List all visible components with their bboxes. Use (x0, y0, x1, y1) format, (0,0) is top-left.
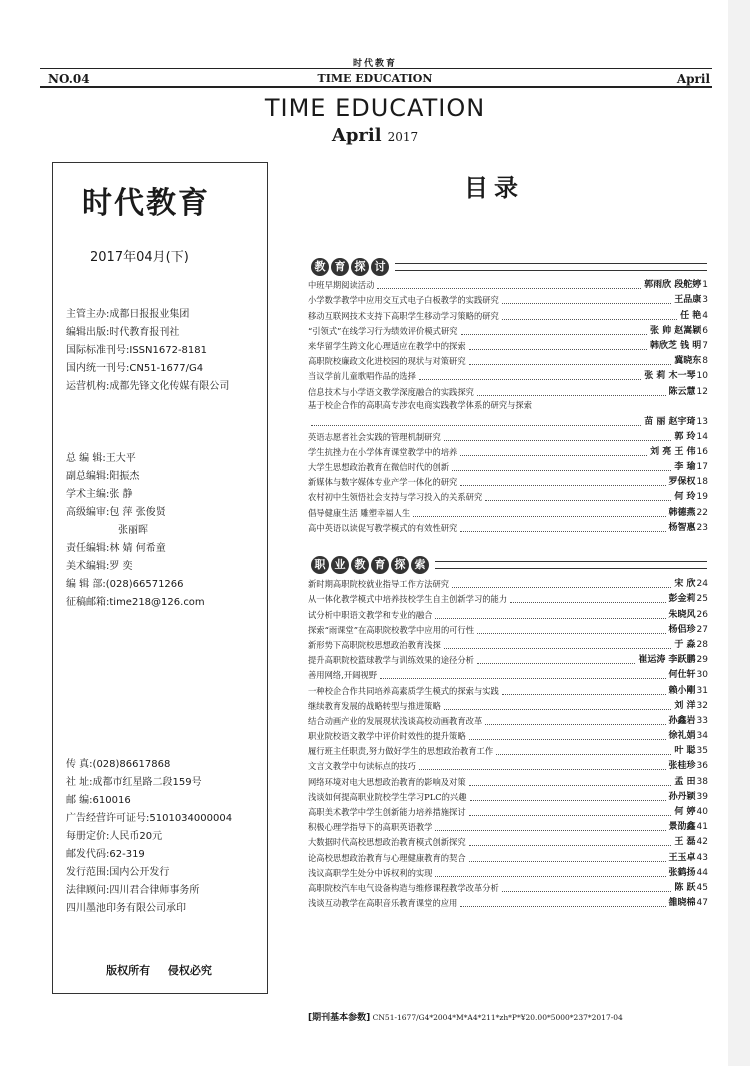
toc-entry[interactable] (308, 459, 708, 474)
toc-leader-dots (377, 288, 641, 289)
toc-entry-author: 何 婷 (674, 807, 696, 817)
toc-entry[interactable] (308, 667, 708, 682)
toc-leader-dots (485, 500, 671, 501)
toc-entry-title: 学生抗挫力在小学体育课堂教学中的培养 (308, 446, 458, 457)
section-tab-char: 探 (391, 556, 409, 574)
masthead-rule-bottom (40, 86, 712, 88)
toc-entry[interactable] (308, 444, 708, 459)
toc-entry-title: 论高校思想政治教育与心理健康教育的契合 (308, 852, 466, 863)
section-tab-char: 讨 (371, 258, 389, 276)
masthead-small-title: 时代教育 (352, 59, 397, 69)
toc-entry[interactable] (308, 834, 708, 849)
toc-entry[interactable] (308, 895, 708, 910)
toc-entry-line2 (308, 414, 708, 429)
toc-entry[interactable] (308, 849, 708, 864)
toc-entry-page: 26 (696, 609, 708, 620)
info-line: 学术主编:张 静 (66, 489, 133, 500)
toc-leader-dots (502, 891, 672, 892)
toc-leader-dots (452, 587, 671, 588)
masthead-month: April (676, 72, 710, 86)
toc-entry-author: 孙鑫岩 (668, 715, 696, 726)
toc-leader-dots (435, 618, 665, 619)
toc-entry[interactable] (308, 576, 708, 591)
toc-leader-dots (435, 876, 665, 877)
toc-leader-dots (460, 485, 665, 486)
info-line: 张丽晖 (118, 525, 148, 536)
toc-entry-author: 孟 田 (674, 776, 696, 787)
toc-entry-author: 朱晓风 (668, 609, 696, 620)
publisher-info (66, 306, 266, 396)
toc-entry-title: 当议学前儿童歌唱作品的选择 (308, 371, 416, 382)
section-rule (395, 263, 707, 271)
toc-entry-title: 积极心理学指导下的高职英语教学 (308, 822, 433, 833)
toc-entry-title: 新形势下高职院校思想政治教育浅探 (308, 639, 441, 650)
toc-entry[interactable] (308, 698, 708, 713)
info-line: 每册定价:人民币20元 (66, 831, 163, 842)
toc-entry-title: 基于校企合作的高职高专涉农电商实践教学体系的研究与探索 (308, 399, 533, 410)
toc-entry-author: 刘 洋 (674, 700, 696, 711)
toc-entry-page: 33 (696, 715, 708, 726)
section-tab-char: 教 (351, 556, 369, 574)
toc-entry-title: 职业院校语文教学中评价时效性的提升策略 (308, 731, 466, 742)
toc-entry[interactable] (308, 307, 708, 322)
params-label: [期刊基本参数] (308, 1013, 371, 1023)
toc-entry-author: 叶 聪 (674, 746, 696, 757)
toc-entry[interactable] (308, 338, 708, 353)
toc-entry-author: 张桂珍 (668, 761, 696, 772)
toc-entry-page: 23 (696, 522, 708, 533)
toc-entry[interactable] (308, 368, 708, 383)
toc-entry-page: 13 (696, 416, 708, 427)
info-line: 广告经营许可证号:5101034000004 (66, 813, 233, 824)
toc-entry-author: 陈 跃 (674, 882, 696, 893)
toc-leader-dots (452, 470, 671, 471)
contact-info (66, 756, 266, 918)
toc-entry-author: 李 瑜 (674, 462, 696, 473)
toc-leader-dots (477, 663, 635, 664)
toc-leader-dots (469, 364, 672, 365)
toc-entry-author: 韩欣芝 钱 明 (649, 340, 702, 351)
toc-entry-title: 高中英语以读促写教学模式的有效性研究 (308, 522, 458, 533)
section-header-vocational (311, 556, 707, 574)
toc-entry-page: 35 (696, 746, 708, 757)
section-tab-char: 索 (411, 556, 429, 574)
toc-entry[interactable] (308, 728, 708, 743)
toc-entry-title: 提升高职院校篮球教学与训练效果的途径分析 (308, 655, 474, 666)
toc-entry[interactable] (308, 520, 708, 535)
toc-entry-page: 12 (696, 386, 708, 397)
toc-entry[interactable] (308, 292, 708, 307)
info-line: 运营机构:成都先锋文化传媒有限公司 (66, 381, 230, 392)
banner-year: 2017 (387, 130, 419, 144)
toc-entry-page: 44 (696, 867, 708, 878)
toc-entry[interactable] (308, 652, 708, 667)
toc-leader-dots (444, 440, 672, 441)
toc-entry-title: 一种校企合作共同培养高素质学生模式的探索与实践 (308, 685, 499, 696)
toc-entry-page: 16 (696, 446, 708, 457)
toc-entry-page: 17 (696, 462, 708, 473)
section-tab-char: 职 (311, 556, 329, 574)
toc-entry[interactable] (308, 819, 708, 834)
toc-entry-page: 36 (696, 761, 708, 772)
toc-leader-dots (510, 602, 665, 603)
info-line: 编 辑 部:(028)66571266 (66, 579, 184, 590)
toc-entry-title: 来华留学生跨文化心理适应在教学中的探索 (308, 340, 466, 351)
toc-entry-author: 何 玲 (674, 492, 696, 503)
toc-entry[interactable] (308, 606, 708, 621)
toc-entry-title: 浅谈互动教学在高职音乐教育课堂的应用 (308, 898, 458, 909)
banner-issue (0, 125, 750, 146)
masthead-rule-top (40, 68, 712, 69)
toc-leader-dots (460, 455, 647, 456)
toc-entry[interactable] (308, 804, 708, 819)
toc-entry-page: 4 (702, 310, 708, 321)
toc-leader-dots (460, 531, 665, 532)
toc-entry-title: 高职院校汽车电气设备构造与维修课程教学改革分析 (308, 882, 499, 893)
decorative-edge (728, 0, 750, 1066)
toc-entry-page: 41 (696, 822, 708, 833)
toc-entry-title: 履行班主任职责,努力做好学生的思想政治教育工作 (308, 746, 494, 757)
section-tab-char: 探 (351, 258, 369, 276)
toc-leader-dots (435, 830, 665, 831)
toc-entry-title: 结合动画产业的发展现状浅谈高校动画教育改革 (308, 715, 483, 726)
toc-entry[interactable] (308, 353, 708, 368)
toc-entry-author: 崔运涛 李跃鹏 (638, 655, 696, 666)
toc-entry-title: 中班早期阅读活动 (308, 280, 375, 291)
toc-entry-page: 30 (696, 670, 708, 681)
toc-entry-author: 赖小剛 (668, 685, 696, 696)
toc-leader-dots (460, 906, 665, 907)
toc-entry-title: 善用网络,开阔视野 (308, 670, 378, 681)
toc-leader-dots (496, 754, 671, 755)
params-value: CN51-1677/G4*2004*M*A4*211*zh*P*¥20.00*5000*237*2017-04 (372, 1013, 623, 1022)
toc-entry-author: 徐礼娟 (668, 731, 696, 742)
toc-entry-title: “引领式”在线学习行为绩效评价模式研究 (308, 325, 458, 336)
toc-entry[interactable] (308, 773, 708, 788)
toc-entry-title: 探索“雨课堂”在高职院校教学中应用的可行性 (308, 624, 475, 635)
toc-entry[interactable] (308, 489, 708, 504)
toc-entry-title: 文言文教学中句读标点的技巧 (308, 761, 416, 772)
toc-entry-author: 何仕轩 (668, 670, 696, 681)
toc-section-education (308, 277, 708, 535)
toc-entry-title: 小学数学教学中应用交互式电子白板教学的实践研究 (308, 295, 499, 306)
toc-entry-author: 冀晓东 (674, 356, 702, 367)
toc-entry-page: 40 (696, 807, 708, 817)
toc-leader-dots (413, 516, 665, 517)
toc-entry-page: 6 (702, 325, 708, 336)
toc-entry-title: 大学生思想政治教育在微信时代的创新 (308, 462, 450, 473)
toc-leader-dots (470, 800, 666, 801)
toc-entry-author: 景劭鑫 (668, 822, 696, 833)
info-line: 发行范围:国内公开发行 (66, 867, 170, 878)
toc-entry-author: 王 磊 (674, 837, 696, 848)
toc-entry-author: 王玉卓 (668, 852, 696, 863)
toc-entry-author: 宋 欣 (674, 579, 696, 590)
toc-entry-author: 任 艳 (680, 310, 702, 321)
toc-leader-dots (502, 319, 677, 320)
toc-leader-dots (477, 395, 666, 396)
toc-entry[interactable] (308, 383, 708, 398)
toc-entry[interactable] (308, 591, 708, 606)
info-line: 邮 编:610016 (66, 795, 131, 806)
info-line: 高级编审:包 萍 张俊贤 (66, 507, 166, 518)
toc-entry-author: 雒晓棉 (668, 898, 696, 909)
toc-entry-author: 韩德燕 (668, 507, 696, 518)
info-line: 编辑出版:时代教育报刊社 (66, 327, 180, 338)
toc-entry-author: 郭 玲 (674, 431, 696, 442)
info-line: 美术编辑:罗 奕 (66, 561, 133, 572)
toc-entry-title: 新媒体与数字媒体专业产学一体化的研究 (308, 477, 458, 488)
toc-leader-dots (477, 633, 665, 634)
toc-entry-author: 陈云慧 (668, 386, 696, 397)
issue-date: 2017年04月(下) (90, 250, 189, 265)
toc-entry-author: 张 莉 木一琴 (644, 371, 696, 382)
toc-leader-dots (419, 769, 666, 770)
toc-entry-author: 于 淼 (674, 639, 696, 650)
toc-entry-author: 郭雨欣 段舵婷 (644, 280, 702, 291)
info-line: 总 编 辑:王大平 (66, 453, 136, 464)
toc-entry[interactable] (308, 637, 708, 652)
toc-entry[interactable] (308, 758, 708, 773)
toc-entry[interactable] (308, 323, 708, 338)
info-line: 四川墨池印务有限公司承印 (66, 903, 186, 914)
toc-entry-title: 倡导健康生活 雕塑幸福人生 (308, 507, 411, 518)
toc-entry-title: 高职美术教学中学生创新能力培养措施探讨 (308, 807, 466, 817)
toc-entry-title: 移动互联网技术支持下高职学生移动学习策略的研究 (308, 310, 499, 321)
toc-entry[interactable] (308, 789, 708, 804)
toc-entry-page: 7 (702, 340, 708, 351)
toc-entry-page: 27 (696, 624, 708, 635)
toc-entry-page: 18 (696, 477, 708, 488)
section-header-education (311, 258, 707, 276)
toc-leader-dots (469, 861, 666, 862)
journal-params (308, 1010, 718, 1023)
toc-entry-author: 彭金莉 (668, 594, 696, 605)
section-rule (435, 561, 707, 569)
toc-entry[interactable] (308, 429, 708, 444)
toc-entry[interactable] (308, 743, 708, 758)
toc-entry-title: 从一体化教学模式中培养技校学生自主创新学习的能力 (308, 594, 508, 605)
toc-leader-dots (444, 648, 672, 649)
toc-entry-page: 31 (696, 685, 708, 696)
toc-leader-dots (444, 709, 672, 710)
toc-entry-author: 杨侣珍 (668, 624, 696, 635)
toc-leader-dots (502, 694, 666, 695)
toc-entry-title: 网络环境对电大思想政治教育的影响及对策 (308, 776, 466, 787)
toc-leader-dots (502, 303, 671, 304)
toc-entry-page: 24 (696, 579, 708, 590)
toc-entry-page: 34 (696, 731, 708, 742)
info-line: 主管主办:成都日报报业集团 (66, 309, 190, 320)
toc-entry-title: 信息技术与小学语文教学深度融合的实践探究 (308, 386, 474, 397)
toc-entry-author: 罗保权 (668, 477, 696, 488)
toc-entry-page: 32 (696, 700, 708, 711)
toc-entry[interactable] (308, 713, 708, 728)
section-tab-char: 育 (331, 258, 349, 276)
toc-entry-page: 45 (696, 882, 708, 893)
toc-section-vocational (308, 576, 708, 910)
info-line: 传 真:(028)86617868 (66, 759, 171, 770)
toc-leader-dots (485, 724, 665, 725)
toc-title: 目录 (464, 174, 524, 202)
masthead-center-title: TIME EDUCATION (317, 72, 433, 85)
section-tab-char: 育 (371, 556, 389, 574)
toc-entry-page: 38 (696, 776, 708, 787)
toc-entry-page: 19 (696, 492, 708, 503)
toc-entry-title: 大数据时代高校思想政治教育模式创新探究 (308, 837, 466, 848)
info-line: 法律顾问:四川君合律师事务所 (66, 885, 200, 896)
toc-entry-author: 张鹤扬 (668, 867, 696, 878)
toc-entry-page: 8 (702, 356, 708, 367)
toc-entry-author: 杨智惠 (668, 522, 696, 533)
info-line: 国际标准刊号:ISSN1672-8181 (66, 345, 208, 356)
toc-leader-dots (311, 425, 641, 426)
toc-leader-dots (469, 845, 672, 846)
section-tab-char: 业 (331, 556, 349, 574)
toc-entry[interactable] (308, 399, 708, 429)
toc-entry-author: 刘 亮 王 伟 (650, 446, 696, 457)
toc-entry-page: 25 (696, 594, 708, 605)
toc-entry[interactable] (308, 474, 708, 489)
toc-leader-dots (419, 379, 641, 380)
toc-entry-page: 3 (702, 295, 708, 306)
journal-logo: 时代教育 (82, 186, 210, 221)
toc-entry-title: 浅谈如何提高职业院校学生学习PLC的兴趣 (308, 791, 467, 802)
banner-month: April (331, 125, 382, 146)
toc-leader-dots (380, 678, 666, 679)
toc-entry-title: 浅议高职学生处分中诉权利的实现 (308, 867, 433, 878)
toc-entry-page: 22 (696, 507, 708, 518)
toc-entry-page: 14 (696, 431, 708, 442)
toc-entry-title: 继续教育发展的战略转型与推进策略 (308, 700, 441, 711)
toc-entry-author: 苗 丽 赵宇琦 (644, 416, 696, 427)
info-line: 副总编辑:阳振杰 (66, 471, 140, 482)
info-line: 邮发代码:62-319 (66, 849, 145, 860)
copyright-notice: 版权所有 侵权必究 (106, 964, 212, 977)
toc-leader-dots (469, 349, 647, 350)
toc-entry-page: 29 (696, 655, 708, 666)
toc-entry-page: 47 (696, 898, 708, 909)
issue-number: NO.04 (48, 72, 90, 86)
toc-entry-page: 39 (696, 791, 708, 802)
toc-entry-page: 1 (702, 280, 708, 291)
toc-entry[interactable] (308, 880, 708, 895)
toc-entry-title: 试分析中职语文教学和专业的融合 (308, 609, 433, 620)
toc-entry-title: 英语志愿者社会实践的管理机制研究 (308, 431, 441, 442)
toc-entry-page: 10 (696, 371, 708, 382)
toc-entry[interactable] (308, 682, 708, 697)
banner-title: TIME EDUCATION (264, 94, 486, 122)
toc-entry-title: 农村初中生领悟社会支持与学习投入的关系研究 (308, 492, 483, 503)
toc-entry-title: 高职院校廉政文化进校园的现状与对策研究 (308, 356, 466, 367)
toc-entry-page: 28 (696, 639, 708, 650)
info-line: 社 址:成都市红星路二段159号 (66, 777, 202, 788)
section-tab-char: 教 (311, 258, 329, 276)
info-line: 国内统一刊号:CN51-1677/G4 (66, 363, 204, 374)
toc-entry-title: 新时期高职院校就业指导工作方法研究 (308, 579, 450, 590)
toc-leader-dots (469, 785, 672, 786)
toc-leader-dots (469, 739, 666, 740)
toc-entry[interactable] (308, 865, 708, 880)
toc-leader-dots (469, 815, 672, 816)
toc-entry[interactable] (308, 504, 708, 519)
toc-entry-author: 王品康 (674, 295, 702, 306)
toc-entry[interactable] (308, 277, 708, 292)
toc-entry-author: 张 帅 赵嵩颖 (649, 325, 702, 336)
info-line: 征稿邮箱:time218@126.com (66, 597, 205, 608)
toc-entry-author: 孙丹颖 (668, 791, 696, 802)
toc-entry[interactable] (308, 622, 708, 637)
toc-entry-page: 43 (696, 852, 708, 863)
info-line: 责任编辑:林 婧 何希童 (66, 543, 166, 554)
editorial-info (66, 450, 266, 612)
toc-entry-page: 42 (696, 837, 708, 848)
toc-leader-dots (461, 334, 647, 335)
